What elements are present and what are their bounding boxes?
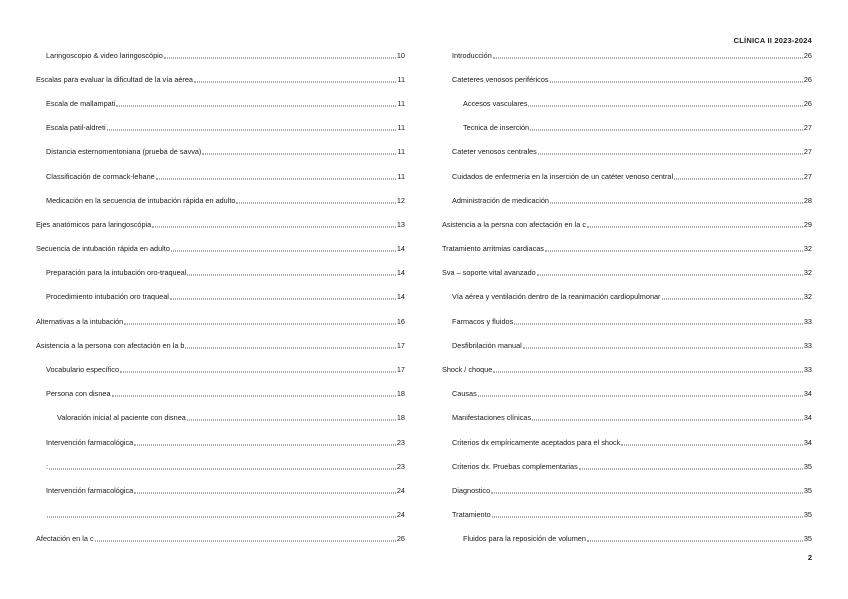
toc-entry[interactable] xyxy=(36,164,405,188)
toc-entry-title: Tecnica de inserción xyxy=(463,123,530,133)
toc-entry[interactable] xyxy=(442,67,812,91)
toc-entry-page-number: 11 xyxy=(397,123,405,133)
toc-entry-page-number: 23 xyxy=(396,461,405,471)
dot-leader xyxy=(493,57,803,58)
toc-entry[interactable] xyxy=(442,43,812,67)
toc-entry[interactable] xyxy=(36,478,405,502)
toc-entry[interactable] xyxy=(36,503,405,527)
toc-entry-page-number: 18 xyxy=(396,413,405,423)
toc-entry-title: Medicación en la secuencia de intubación rápida en adulto xyxy=(46,195,236,205)
dot-leader xyxy=(164,57,396,58)
toc-entry-page-number: 14 xyxy=(396,244,405,254)
toc-entry-title: Cuidados de enfermeria en la inserción de un catéter venoso central xyxy=(452,171,674,181)
toc-entry[interactable] xyxy=(36,237,405,261)
dot-leader xyxy=(170,299,396,300)
toc-entry-page-number: 28 xyxy=(803,195,812,205)
toc-entry-page-number: 33 xyxy=(803,365,812,375)
toc-entry-page-number: 14 xyxy=(396,292,405,302)
dot-leader xyxy=(528,105,802,106)
toc-entry-title: Desfibrilación manual xyxy=(452,340,522,350)
toc-entry-title: Ejes anatómicos para laringoscópia xyxy=(36,219,152,229)
toc-entry-page-number: 35 xyxy=(803,485,812,495)
toc-entry[interactable] xyxy=(36,188,405,212)
toc-entry-title: Escala de mallampati xyxy=(46,98,116,108)
toc-entry[interactable] xyxy=(36,454,405,478)
dot-leader xyxy=(187,420,396,421)
dot-leader xyxy=(538,154,803,155)
toc-entry-page-number: 34 xyxy=(803,413,812,423)
toc-entry[interactable] xyxy=(36,382,405,406)
dot-leader xyxy=(587,226,803,227)
toc-entry-page-number: 27 xyxy=(803,147,812,157)
toc-entry[interactable] xyxy=(36,43,405,67)
dot-leader xyxy=(514,323,803,324)
dot-leader xyxy=(493,372,803,373)
toc-entry[interactable] xyxy=(442,285,812,309)
toc-entry[interactable] xyxy=(36,212,405,236)
toc-entry-page-number: 24 xyxy=(396,510,405,520)
dot-leader xyxy=(491,492,803,493)
toc-entry[interactable] xyxy=(36,406,405,430)
toc-entry-title: Manifestaciones clínicas xyxy=(452,413,532,423)
toc-entry-page-number: 27 xyxy=(803,123,812,133)
toc-entry[interactable] xyxy=(36,333,405,357)
dot-leader xyxy=(112,396,396,397)
toc-entry-title: Introducción xyxy=(452,50,492,60)
toc-entry[interactable] xyxy=(442,503,812,527)
toc-entry-title: Distancia esternomentoniana (prueba de savva) xyxy=(46,147,202,157)
toc-entry-title: Laringoscopio & video laringoscópio xyxy=(46,50,163,60)
dot-leader xyxy=(532,420,803,421)
dot-leader xyxy=(156,178,397,179)
toc-entry[interactable] xyxy=(442,91,812,115)
toc-entry[interactable] xyxy=(36,309,405,333)
toc-entry[interactable] xyxy=(442,140,812,164)
toc-entry-page-number: 26 xyxy=(803,50,812,60)
dot-leader xyxy=(579,468,803,469)
toc-entry-title: Diagnostico xyxy=(452,485,491,495)
dot-leader xyxy=(95,541,396,542)
toc-entry-page-number: 24 xyxy=(396,485,405,495)
toc-entry-title: Persona con disnea xyxy=(46,389,111,399)
dot-leader xyxy=(134,444,396,445)
toc-entry-page-number: 32 xyxy=(803,268,812,278)
toc-entry-title: Criterios dx empíricamente aceptados para el shock xyxy=(452,437,621,447)
toc-entry-title: Criterios dx. Pruebas complementarias xyxy=(452,461,578,471)
toc-entry-page-number: 35 xyxy=(803,461,812,471)
toc-entry[interactable] xyxy=(36,527,405,551)
toc-entry-title: Administración de medicación xyxy=(452,195,549,205)
toc-entry[interactable] xyxy=(442,309,812,333)
toc-entry-title: Asistencia a la persna con afectación en la c xyxy=(442,219,586,229)
toc-entry[interactable] xyxy=(442,116,812,140)
toc-entry[interactable] xyxy=(36,116,405,140)
toc-entry-page-number: 12 xyxy=(396,195,405,205)
dot-leader xyxy=(107,130,397,131)
toc-entry-title: Classificación de cormack-lehane xyxy=(46,171,155,181)
toc-entry-page-number: 11 xyxy=(397,74,405,84)
toc-entry-page-number: 10 xyxy=(396,50,405,60)
dot-leader xyxy=(530,130,803,131)
toc-entry[interactable] xyxy=(36,357,405,381)
dot-leader xyxy=(236,202,395,203)
toc-entry-title: Fluidos para la reposición de volumen xyxy=(463,534,586,544)
toc-left-column xyxy=(36,43,405,551)
toc-entry[interactable] xyxy=(36,67,405,91)
toc-entry-page-number: 34 xyxy=(803,389,812,399)
toc-entry-page-number: 17 xyxy=(396,340,405,350)
toc-entry-title: : xyxy=(46,461,49,471)
dot-leader xyxy=(550,81,803,82)
dot-leader xyxy=(545,251,803,252)
toc-entry-title: Accesos vasculares xyxy=(463,98,528,108)
dot-leader xyxy=(152,226,396,227)
toc-entry-page-number: 26 xyxy=(396,534,405,544)
toc-entry-page-number: 23 xyxy=(396,437,405,447)
dot-leader xyxy=(537,275,803,276)
toc-entry-page-number: 11 xyxy=(397,98,405,108)
dot-leader xyxy=(478,396,803,397)
toc-entry-page-number: 32 xyxy=(803,292,812,302)
toc-entry-page-number: 26 xyxy=(803,98,812,108)
toc-entry-page-number: 11 xyxy=(397,147,405,157)
toc-entry-page-number: 32 xyxy=(803,244,812,254)
toc-entry-page-number: 17 xyxy=(396,365,405,375)
toc-entry[interactable] xyxy=(442,382,812,406)
toc-entry-title: Tratamiento arritmias cardiacas xyxy=(442,244,544,254)
toc-entry[interactable] xyxy=(36,285,405,309)
toc-entry-title: Escalas para evaluar la dificultad de la vía aérea xyxy=(36,74,193,84)
toc-entry-title: Alternativas a la intubación xyxy=(36,316,124,326)
toc-entry-title: Cateteres venosos periféricos xyxy=(452,74,549,84)
toc-entry-page-number: 11 xyxy=(397,171,405,181)
toc-right-column xyxy=(442,43,812,551)
toc-entry-page-number: 35 xyxy=(803,510,812,520)
toc-entry-title: Causas xyxy=(452,389,477,399)
toc-entry-page-number: 34 xyxy=(803,437,812,447)
dot-leader xyxy=(124,323,396,324)
toc-entry-title: Preparación para la intubación oro-traqueal xyxy=(46,268,187,278)
toc-entry[interactable] xyxy=(442,357,812,381)
toc-entry-page-number: 27 xyxy=(803,171,812,181)
toc-entry[interactable] xyxy=(36,261,405,285)
toc-entry[interactable] xyxy=(36,140,405,164)
toc-entry-title: Vía aérea y ventilación dentro de la reanimación cardiopulmonar xyxy=(452,292,661,302)
toc-entry-title: Intervención farmacológica xyxy=(46,485,134,495)
dot-leader xyxy=(674,178,803,179)
dot-leader xyxy=(49,468,396,469)
toc-entry[interactable] xyxy=(442,454,812,478)
toc-entry-page-number: 16 xyxy=(396,316,405,326)
toc-entry[interactable] xyxy=(442,164,812,188)
toc-entry-page-number: 29 xyxy=(803,219,812,229)
toc-entry-title: Valoración inicial al paciente con disnea xyxy=(57,413,186,423)
toc-entry-title: Shock / choque xyxy=(442,365,493,375)
toc-entry[interactable] xyxy=(442,261,812,285)
toc-entry[interactable] xyxy=(36,430,405,454)
toc-entry[interactable] xyxy=(442,188,812,212)
dot-leader xyxy=(134,492,396,493)
toc-entry[interactable] xyxy=(442,237,812,261)
dot-leader xyxy=(550,202,803,203)
toc-entry-title: Cateter venosos centrales xyxy=(452,147,537,157)
toc-entry-page-number: 35 xyxy=(803,534,812,544)
dot-leader xyxy=(194,81,396,82)
dot-leader xyxy=(621,444,803,445)
document-header-title: CLÍNICA II 2023-2024 xyxy=(733,36,812,45)
toc-entry[interactable] xyxy=(442,478,812,502)
dot-leader xyxy=(662,299,803,300)
toc-entry-title: Farmacos y fluidos xyxy=(452,316,514,326)
dot-leader xyxy=(187,275,396,276)
dot-leader xyxy=(116,105,396,106)
toc-entry[interactable] xyxy=(36,91,405,115)
toc-entry-page-number: 13 xyxy=(396,219,405,229)
toc-entry-page-number: 26 xyxy=(803,74,812,84)
dot-leader xyxy=(120,372,396,373)
toc-entry-page-number: 33 xyxy=(803,340,812,350)
toc-entry[interactable] xyxy=(442,527,812,551)
toc-entry-title: Intervención farmacológica xyxy=(46,437,134,447)
toc-entry[interactable] xyxy=(442,333,812,357)
toc-entry-title: Procedimiento intubación oro traqueal xyxy=(46,292,169,302)
toc-entry-title: Secuencia de intubación rápida en adulto xyxy=(36,244,170,254)
toc-entry-title: Vocabulario específico xyxy=(46,365,120,375)
toc-entry-title: Asistencia a la persona con afectación en la b xyxy=(36,340,185,350)
toc-entry-title: Sva – soporte vital avanzado xyxy=(442,268,536,278)
dot-leader xyxy=(185,347,395,348)
dot-leader xyxy=(587,541,803,542)
dot-leader xyxy=(523,347,803,348)
toc-entry-page-number: 33 xyxy=(803,316,812,326)
dot-leader xyxy=(202,154,396,155)
dot-leader xyxy=(171,251,396,252)
dot-leader xyxy=(47,517,396,518)
toc-entry-page-number: 18 xyxy=(396,389,405,399)
toc-entry[interactable] xyxy=(442,430,812,454)
dot-leader xyxy=(492,517,803,518)
toc-entry[interactable] xyxy=(442,212,812,236)
toc-entry-title: Escala patil-aldreti xyxy=(46,123,106,133)
toc-entry-page-number: 14 xyxy=(396,268,405,278)
toc-entry[interactable] xyxy=(442,406,812,430)
toc-entry-title: Tratamiento xyxy=(452,510,491,520)
page-number: 2 xyxy=(807,553,812,562)
toc-entry-title: Afectación en la c xyxy=(36,534,94,544)
